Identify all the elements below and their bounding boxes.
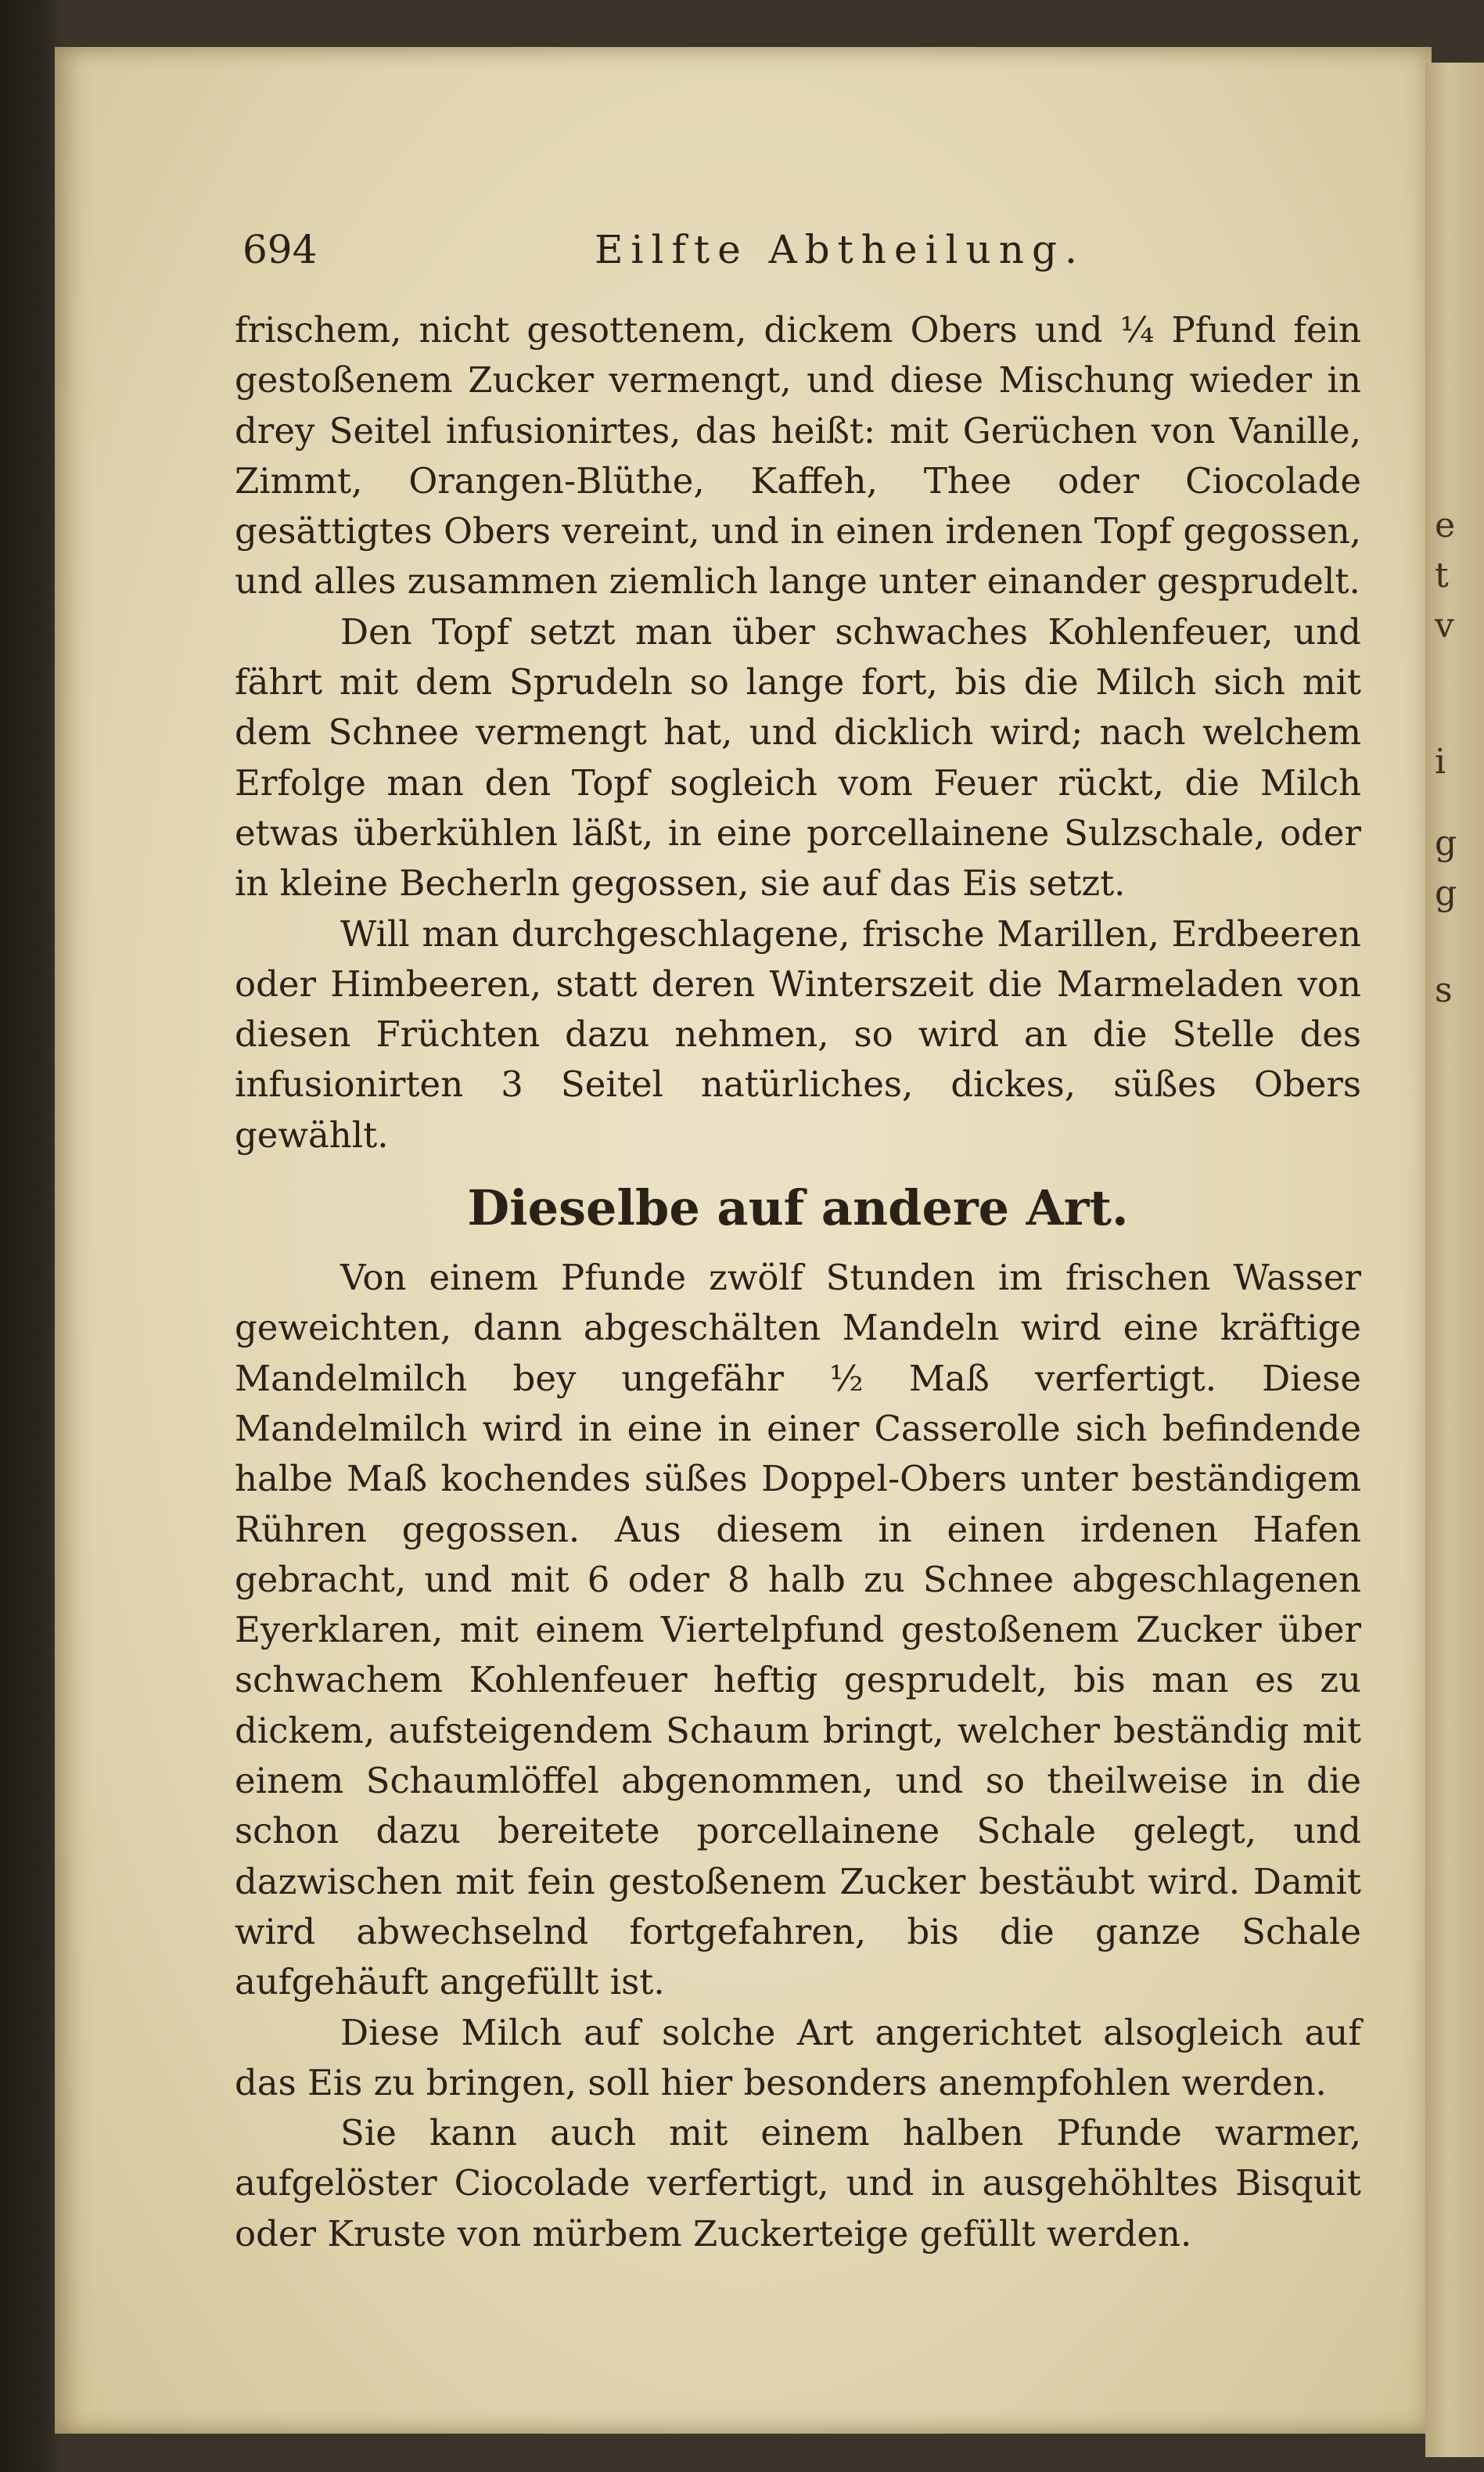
margin-fragment: s [1435, 970, 1453, 1010]
page-header [243, 227, 1369, 282]
margin-fragment: g [1435, 873, 1457, 913]
paragraph-1: frischem, nicht gesottenem, dickem Obers und ¼ Pfund fein gestoßenem Zucker vermengt, und diese Mischung wieder in drey Seitel infusionirtes, das heißt: mit Gerüchen von Vanille, Zimmt, Orangen-Blüthe, Kaffeh, Thee oder Ciocolade gesättigtes Obers vereint, und in einen irdenen Topf gegossen, und alles zusammen ziemlich lange unter einander gesprudelt. [235, 309, 1361, 603]
margin-fragment: i [1435, 742, 1446, 782]
paragraph-6: Sie kann auch mit einem halben Pfunde warmer, aufgelöster Ciocolade verfertigt, und in ausgehöhltes Bisquit oder Kruste von mürbem Zuckerteige gefüllt werden. [235, 2112, 1361, 2254]
paragraph-2: Den Topf setzt man über schwaches Kohlenfeuer, und fährt mit dem Sprudeln so lange fort, bis die Milch sich mit dem Schnee vermengt hat, und dicklich wird; nach welchem Erfolge man den Topf sogleich vom Feuer rückt, die Milch etwas überkühlen läßt, in eine porcellainene Sulzschale, oder in kleine Becherln gegossen, sie auf das Eis setzt. [235, 610, 1361, 905]
margin-fragment: e [1435, 506, 1456, 545]
paragraph-4: Von einem Pfunde zwölf Stunden im frischen Wasser geweichten, dann abgeschälten Mandeln wird eine kräftige Mandelmilch bey ungefähr ½ Maß verfertigt. Diese Mandelmilch wird in eine in einer Casserolle sich befindende halbe Maß kochendes süßes Doppel-Obers unter beständigem Rühren gegossen. Aus diesem in einen irdenen Hafen gebracht, und mit 6 oder 8 halb zu Schnee abgeschlagenen Eyerklaren, mit einem Viertelpfund gestoßenem Zucker über schwachem Kohlenfeuer heftig gesprudelt, bis man es zu dickem, aufsteigendem Schaum bringt, welcher beständig mit einem Schaumlöffel abgenommen, und so theilweise in die schon dazu bereitete porcellainene Schale gelegt, und dazwischen mit fein gestoßenem Zucker bestäubt wird. Damit wird abwechselnd fortgefahren, bis die ganze Schale aufgehäuft angefüllt ist. [235, 1257, 1361, 2003]
page-number: 694 [243, 227, 318, 272]
page-body [235, 305, 1361, 2259]
margin-fragment: v [1435, 606, 1454, 646]
adjacent-page-edge [1425, 63, 1484, 2457]
margin-fragment: t [1435, 556, 1449, 596]
paragraph-3: Will man durchgeschlagene, frische Marillen, Erdbeeren oder Himbeeren, statt deren Winterszeit die Marmeladen von diesen Früchten dazu nehmen, so wird an die Stelle des infusionirten 3 Seitel natürliches, dickes, süßes Obers gewählt. [235, 912, 1361, 1156]
paragraph-5: Diese Milch auf solche Art angerichtet alsogleich auf das Eis zu bringen, soll hier besonders anempfohlen werden. [235, 2011, 1361, 2103]
running-head: Eilfte Abtheilung. [595, 227, 1085, 272]
section-heading: Dieselbe auf andere Art. [467, 1179, 1129, 1237]
margin-fragment: g [1435, 823, 1457, 863]
